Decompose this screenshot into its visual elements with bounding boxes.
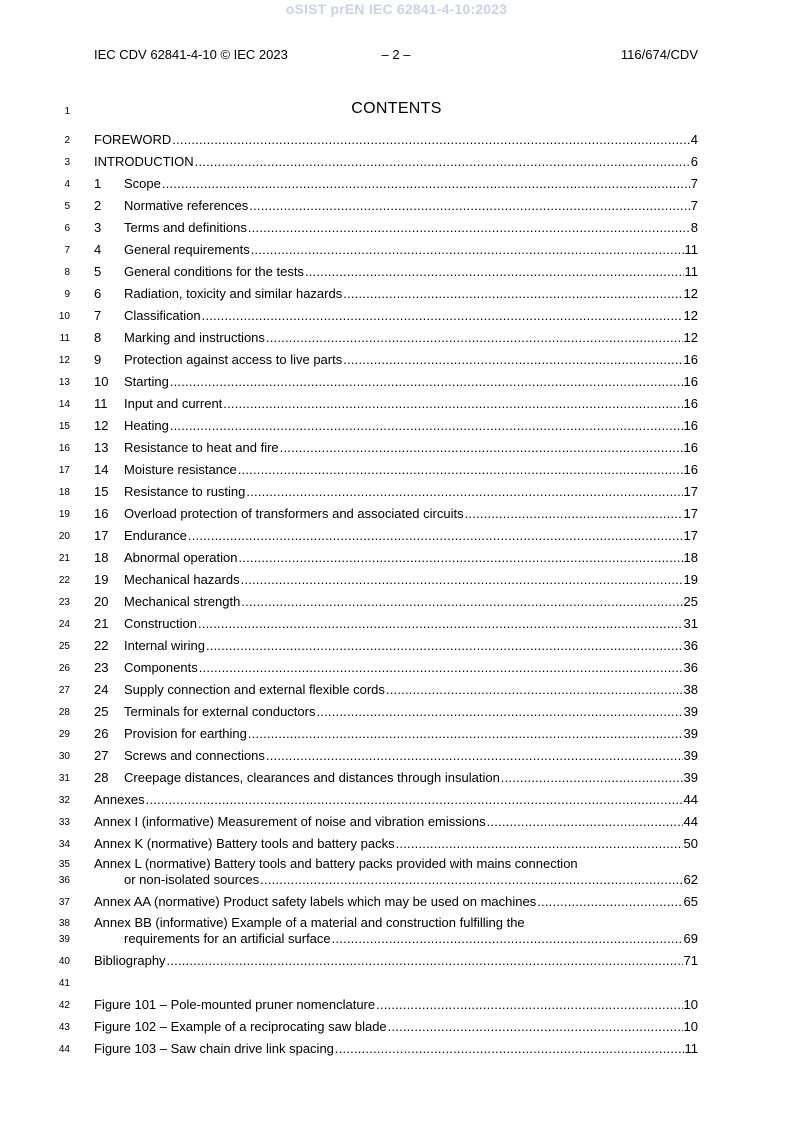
- toc-entry-label: FOREWORD: [94, 132, 172, 147]
- toc-entry-page: 39: [683, 748, 698, 763]
- toc-entry[interactable]: [94, 286, 698, 302]
- toc-entry-label: Resistance to rusting: [124, 484, 246, 499]
- line-number: 10: [58, 311, 70, 322]
- toc-entry[interactable]: [94, 352, 698, 368]
- toc-entry[interactable]: [94, 682, 698, 698]
- toc-entry[interactable]: [94, 308, 698, 324]
- watermark: oSIST prEN IEC 62841-4-10:2023: [285, 1, 508, 17]
- toc-entry[interactable]: [94, 132, 698, 148]
- toc-entry-page: 36: [683, 638, 698, 653]
- toc-entry[interactable]: [94, 374, 698, 390]
- line-number: 15: [58, 421, 70, 432]
- toc-entry-page: 71: [683, 953, 698, 968]
- toc-entry-number: 25: [94, 704, 109, 719]
- dot-leader: [202, 308, 683, 323]
- line-number: 6: [64, 223, 70, 234]
- line-number: 39: [58, 934, 70, 945]
- toc-entry-number: 8: [94, 330, 102, 345]
- line-number: 16: [58, 443, 70, 454]
- dot-leader: [170, 374, 683, 389]
- dot-leader: [266, 330, 683, 345]
- line-number: 22: [58, 575, 70, 586]
- toc-entry[interactable]: [94, 440, 698, 456]
- toc-entry-page: 18: [683, 550, 698, 565]
- dot-leader: [172, 132, 689, 147]
- dot-leader: [386, 682, 683, 697]
- dot-leader: [376, 997, 682, 1012]
- toc-entry-label: Overload protection of transformers and associated circuits: [124, 506, 464, 521]
- toc-entry-page: 10: [683, 1019, 698, 1034]
- toc-entry[interactable]: [94, 176, 698, 192]
- toc-entry-label: Annexes: [94, 792, 145, 807]
- toc-entry-page: 16: [683, 374, 698, 389]
- toc-entry-label: Normative references: [124, 198, 249, 213]
- toc-entry-label: Radiation, toxicity and similar hazards: [124, 286, 343, 301]
- header-page-number: – 2 –: [381, 47, 411, 62]
- toc-entry-page: 25: [683, 594, 698, 609]
- dot-leader: [388, 1019, 683, 1034]
- toc-entry-number: 23: [94, 660, 109, 675]
- toc-entry[interactable]: [94, 726, 698, 742]
- line-number: 40: [58, 956, 70, 967]
- dot-leader: [396, 836, 683, 851]
- line-number: 38: [58, 918, 70, 929]
- line-number: 27: [58, 685, 70, 696]
- toc-entry-page: 44: [683, 814, 698, 829]
- toc-entry[interactable]: [94, 264, 698, 280]
- line-number: 8: [64, 267, 70, 278]
- toc-entry-page: 11: [684, 264, 698, 279]
- toc-entry-annex-bb[interactable]: [94, 931, 698, 947]
- dot-leader: [487, 814, 683, 829]
- toc-entry-page: 16: [683, 396, 698, 411]
- toc-entry[interactable]: [94, 594, 698, 610]
- line-number: 21: [58, 553, 70, 564]
- line-number: 34: [58, 839, 70, 850]
- toc-entry[interactable]: [94, 550, 698, 566]
- toc-entry-number: 4: [94, 242, 102, 257]
- toc-entry-label: Provision for earthing: [124, 726, 247, 741]
- toc-entry-label: requirements for an artificial surface: [124, 931, 331, 946]
- dot-leader: [249, 198, 689, 213]
- toc-entry-annex-l[interactable]: [94, 872, 698, 888]
- line-number: 5: [64, 201, 70, 212]
- line-number: 28: [58, 707, 70, 718]
- toc-entry-page: 16: [683, 462, 698, 477]
- line-number: 2: [64, 135, 70, 146]
- toc-entry-page: 39: [683, 770, 698, 785]
- toc-entry-label: Mechanical strength: [124, 594, 241, 609]
- line-number: 25: [58, 641, 70, 652]
- toc-entry-label: Internal wiring: [124, 638, 205, 653]
- toc-entry[interactable]: [94, 154, 698, 170]
- toc-entry-bibliography[interactable]: [94, 953, 698, 969]
- toc-entry-page: 65: [683, 894, 698, 909]
- toc-entry-label: Protection against access to live parts: [124, 352, 343, 367]
- toc-entry-annex-bb-line1[interactable]: Annex BB (informative) Example of a material and construction fulfilling the: [94, 915, 525, 930]
- toc-entry-page: 7: [690, 176, 698, 191]
- dot-leader: [266, 748, 683, 763]
- toc-entry-label: Figure 102 – Example of a reciprocating saw blade: [94, 1019, 387, 1034]
- page-header: [94, 47, 698, 65]
- toc-entry-number: 13: [94, 440, 109, 455]
- dot-leader: [238, 550, 682, 565]
- toc-entry-page: 17: [683, 528, 698, 543]
- dot-leader: [501, 770, 683, 785]
- line-number: 14: [58, 399, 70, 410]
- toc-entry[interactable]: [94, 704, 698, 720]
- dot-leader: [238, 462, 683, 477]
- toc-entry-number: 24: [94, 682, 109, 697]
- line-number: 19: [58, 509, 70, 520]
- toc-entry-page: 17: [683, 484, 698, 499]
- header-document-id: IEC CDV 62841-4-10 © IEC 2023: [94, 47, 288, 62]
- toc-entry-label: Bibliography: [94, 953, 166, 968]
- toc-entry[interactable]: [94, 418, 698, 434]
- toc-entry-page: 38: [683, 682, 698, 697]
- toc-entry-page: 6: [690, 154, 698, 169]
- dot-leader: [343, 286, 682, 301]
- toc-entry-label: Starting: [124, 374, 169, 389]
- line-number: 3: [64, 157, 70, 168]
- toc-entry-number: 22: [94, 638, 109, 653]
- toc-entry-annex-l-line1[interactable]: Annex L (normative) Battery tools and battery packs provided with mains connection: [94, 856, 578, 871]
- toc-entry-number: 10: [94, 374, 109, 389]
- toc-entry-label: Classification: [124, 308, 201, 323]
- dot-leader: [198, 616, 683, 631]
- dot-leader: [248, 220, 690, 235]
- toc-entry[interactable]: [94, 770, 698, 786]
- line-number: 7: [64, 245, 70, 256]
- line-number: 17: [58, 465, 70, 476]
- toc-entry-page: 31: [683, 616, 698, 631]
- dot-leader: [170, 418, 683, 433]
- toc-entry-number: 11: [94, 396, 108, 411]
- dot-leader: [206, 638, 683, 653]
- dot-leader: [260, 872, 682, 887]
- toc-entry[interactable]: [94, 242, 698, 258]
- toc-entry[interactable]: [94, 616, 698, 632]
- toc-entry[interactable]: [94, 836, 698, 852]
- toc-entry-number: 21: [94, 616, 109, 631]
- header-reference: 116/674/CDV: [620, 47, 698, 62]
- toc-entry-number: 18: [94, 550, 109, 565]
- line-number: 23: [58, 597, 70, 608]
- figure-entry[interactable]: [94, 1041, 698, 1057]
- toc-entry-number: 3: [94, 220, 102, 235]
- dot-leader: [316, 704, 682, 719]
- toc-entry-label: Screws and connections: [124, 748, 265, 763]
- dot-leader: [305, 264, 684, 279]
- toc-entry[interactable]: [94, 396, 698, 412]
- figure-entry[interactable]: [94, 997, 698, 1013]
- toc-entry-page: 36: [683, 660, 698, 675]
- toc-entry-number: 5: [94, 264, 102, 279]
- line-number: 26: [58, 663, 70, 674]
- toc-entry-number: 19: [94, 572, 109, 587]
- dot-leader: [280, 440, 683, 455]
- dot-leader: [246, 484, 682, 499]
- line-number: 37: [58, 897, 70, 908]
- toc-entry-page: 16: [683, 440, 698, 455]
- toc-entry[interactable]: [94, 506, 698, 522]
- toc-entry-page: 7: [690, 198, 698, 213]
- line-number: 18: [58, 487, 70, 498]
- dot-leader: [223, 396, 682, 411]
- dot-leader: [332, 931, 683, 946]
- dot-leader: [537, 894, 682, 909]
- line-number: 29: [58, 729, 70, 740]
- toc-entry-label: Scope: [124, 176, 161, 191]
- toc-entry-number: 28: [94, 770, 109, 785]
- page-title: CONTENTS: [351, 100, 442, 117]
- line-number: 13: [58, 377, 70, 388]
- toc-entry-page: 10: [683, 997, 698, 1012]
- toc-entry-page: 12: [683, 286, 698, 301]
- dot-leader: [251, 242, 684, 257]
- toc-entry-label: General conditions for the tests: [124, 264, 304, 279]
- toc-entry-number: 26: [94, 726, 109, 741]
- toc-entry-page: 12: [683, 308, 698, 323]
- toc-entry-annex-aa[interactable]: [94, 894, 698, 910]
- line-number: 32: [58, 795, 70, 806]
- dot-leader: [195, 154, 690, 169]
- toc-entry-page: 17: [683, 506, 698, 521]
- toc-entry[interactable]: [94, 748, 698, 764]
- line-number: 9: [64, 289, 70, 300]
- line-number: 31: [58, 773, 70, 784]
- toc-entry-page: 50: [683, 836, 698, 851]
- toc-entry-number: 27: [94, 748, 109, 763]
- line-number: 44: [58, 1044, 70, 1055]
- toc-entry-number: 17: [94, 528, 109, 543]
- toc-entry-number: 2: [94, 198, 102, 213]
- toc-entry-label: or non-isolated sources: [124, 872, 260, 887]
- toc-entry-page: 69: [683, 931, 698, 946]
- toc-entry-label: Construction: [124, 616, 197, 631]
- toc-entry-label: Creepage distances, clearances and distances through insulation: [124, 770, 500, 785]
- toc-entry-page: 39: [683, 704, 698, 719]
- line-number: 33: [58, 817, 70, 828]
- toc-entry-number: 12: [94, 418, 109, 433]
- toc-entry[interactable]: [94, 462, 698, 478]
- dot-leader: [335, 1041, 684, 1056]
- toc-entry-page: 19: [683, 572, 698, 587]
- dot-leader: [241, 594, 682, 609]
- toc-entry-page: 44: [683, 792, 698, 807]
- dot-leader: [241, 572, 683, 587]
- toc-entry-number: 14: [94, 462, 109, 477]
- toc-entry-page: 8: [690, 220, 698, 235]
- toc-entry-label: Input and current: [124, 396, 223, 411]
- toc-entry[interactable]: [94, 814, 698, 830]
- toc-entry[interactable]: [94, 660, 698, 676]
- toc-entry-label: Figure 101 – Pole-mounted pruner nomenclature: [94, 997, 376, 1012]
- toc-entry-label: Mechanical hazards: [124, 572, 240, 587]
- toc-entry[interactable]: [94, 638, 698, 654]
- toc-entry[interactable]: [94, 198, 698, 214]
- toc-entry-page: 11: [684, 242, 698, 257]
- dot-leader: [465, 506, 683, 521]
- toc-entry-number: 7: [94, 308, 102, 323]
- line-number: 4: [64, 179, 70, 190]
- toc-entry[interactable]: [94, 528, 698, 544]
- toc-entry-label: Resistance to heat and fire: [124, 440, 279, 455]
- toc-entry-label: Annex I (informative) Measurement of noise and vibration emissions: [94, 814, 486, 829]
- toc-entry-number: 1: [94, 176, 102, 191]
- toc-entry-label: INTRODUCTION: [94, 154, 194, 169]
- toc-entry-label: Terms and definitions: [124, 220, 247, 235]
- line-number: 41: [58, 978, 70, 989]
- toc-entry[interactable]: [94, 792, 698, 808]
- line-number: 42: [58, 1000, 70, 1011]
- dot-leader: [248, 726, 683, 741]
- dot-leader: [162, 176, 690, 191]
- toc-entry-page: 11: [684, 1041, 698, 1056]
- toc-entry-label: Annex K (normative) Battery tools and battery packs: [94, 836, 395, 851]
- toc-entry-label: Terminals for external conductors: [124, 704, 316, 719]
- line-number: 35: [58, 859, 70, 870]
- toc-entry-label: Components: [124, 660, 198, 675]
- toc-entry[interactable]: [94, 220, 698, 236]
- dot-leader: [199, 660, 683, 675]
- toc-entry-label: Moisture resistance: [124, 462, 237, 477]
- toc-entry-number: 16: [94, 506, 109, 521]
- toc-entry[interactable]: [94, 484, 698, 500]
- toc-entry-label: Heating: [124, 418, 169, 433]
- line-number: 20: [58, 531, 70, 542]
- dot-leader: [167, 953, 683, 968]
- toc-entry-label: General requirements: [124, 242, 250, 257]
- toc-entry[interactable]: [94, 330, 698, 346]
- toc-entry-page: 4: [690, 132, 698, 147]
- toc-entry-label: Abnormal operation: [124, 550, 238, 565]
- dot-leader: [146, 792, 683, 807]
- toc-entry[interactable]: [94, 572, 698, 588]
- toc-entry-number: 20: [94, 594, 109, 609]
- toc-entry-page: 16: [683, 418, 698, 433]
- toc-entry-page: 39: [683, 726, 698, 741]
- toc-entry-page: 16: [683, 352, 698, 367]
- toc-entry-number: 9: [94, 352, 102, 367]
- dot-leader: [188, 528, 683, 543]
- toc-entry-number: 15: [94, 484, 109, 499]
- line-number: 36: [58, 875, 70, 886]
- line-number: 30: [58, 751, 70, 762]
- toc-entry-page: 12: [683, 330, 698, 345]
- toc-entry-label: Endurance: [124, 528, 187, 543]
- line-number: 12: [58, 355, 70, 366]
- dot-leader: [343, 352, 682, 367]
- toc-entry-number: 6: [94, 286, 102, 301]
- toc-entry-label: Marking and instructions: [124, 330, 265, 345]
- toc-entry-page: 62: [683, 872, 698, 887]
- line-number: 1: [64, 106, 70, 117]
- toc-entry-label: Annex AA (normative) Product safety labels which may be used on machines: [94, 894, 537, 909]
- figure-entry[interactable]: [94, 1019, 698, 1035]
- toc-entry-label: Supply connection and external flexible cords: [124, 682, 385, 697]
- line-number: 43: [58, 1022, 70, 1033]
- line-number: 11: [59, 333, 70, 344]
- toc-entry-label: Figure 103 – Saw chain drive link spacing: [94, 1041, 334, 1056]
- line-number: 24: [58, 619, 70, 630]
